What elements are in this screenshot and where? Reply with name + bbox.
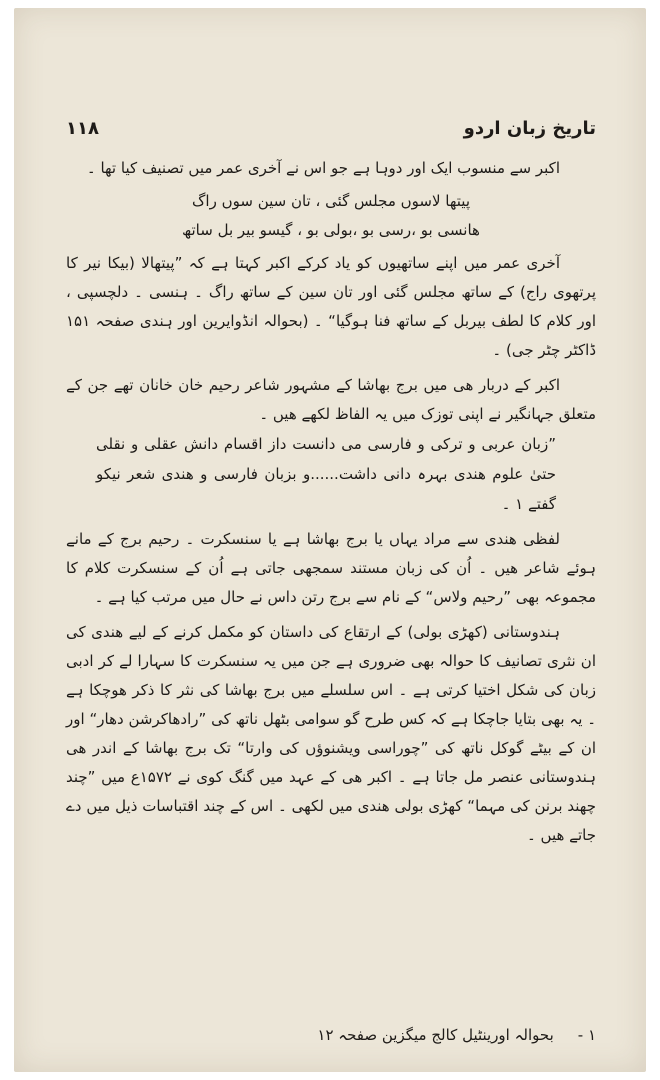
paragraph-lafzi-hindi: لفظی ھندی سے مراد یہاں یا برج بھاشا ہے یا سنسکرت ۔ رحیم برج کے مانے ہوئے شاعر ھیں ۔ اُن کی زبان مستند سمجھی جاتی ہے اُن کے سنسکرت کلام کا مجموعہ بھی ”رحیم ولاس“ کے نام سے برج رتن داس نے حال میں مرتب کیا ہے ۔: [66, 530, 596, 606]
paragraph-hindustani-evolution: ہندوستانی (کھڑی بولی) کے ارتقاع کی داستان کو مکمل کرنے کے لیے ھندی کی ان نثری تصانیف کا حوالہ بھی ضروری ہے جن میں یہ سنسکرت کا سہارا لے کر ادبی زبان کی شکل اختیا کرتی ہے ۔ اس سلسلے میں برج بھاشا کی نثر کا ذکر ھوچکا ہے ۔ یہ بھی بتایا جاچکا ہے کہ کس طرح گو سوامی بٹھل ناتھ کی ”رادھاکرشن دھار“ اور ان کے بیٹے گوکل ناتھ کی ”چوراسی ویشنوؤں کی وارتا“ تک برج بھاشا کے اندر ھی ہندوستانی عنصر مل جاتا ہے ۔ اکبر ھی کے عہد میں گنگ کوی نے ۱۵۷۲ع میں ”چند چھند برنن کی مہما“ کھڑی بولی ھندی میں لکھی ۔ اس کے چند اقتباسات ذیل میں دے جاتے ھیں ۔: [66, 623, 596, 844]
paragraph-rahim-khan-khanan: اکبر کے دربار ھی میں برج بھاشا کے مشہور شاعر رحیم خان خانان تھے جن کے متعلق جہانگیر نے اپنی توزک میں یہ الفاظ لکھے ھیں ۔: [66, 376, 596, 423]
page-header: [66, 118, 596, 154]
verse-line-2: ھانسی بو ،رسی بو ،بولی بو ، گیسو بیر بل ساتھ: [182, 221, 480, 239]
footnote-text: بحوالہ اورینٹیل کالج میگزین صفحہ ۱۲: [317, 1026, 554, 1044]
running-title: تاریخ زبان اردو: [463, 118, 596, 139]
footnote-number: ١ -: [577, 1026, 596, 1044]
verse-couplet: [66, 187, 596, 245]
book-page: [66, 118, 596, 1048]
footnote: [66, 1022, 596, 1048]
tuzuk-quotation: ”زبان عربی و ترکی و فارسی می دانست داز اقسام دانش عقلی و نقلی حتیٰ علوم ھندی بہرہ دانی داشت......و بزبان فارسی و ھندی شعر نیکو گفتے ١ ۔: [96, 435, 556, 513]
verse-line-1: پیتھا لاسوں مجلس گئی ، تان سین سوں راگ: [191, 192, 470, 210]
paragraph-akbar-doha-intro: اکبر سے منسوب ایک اور دوہا ہے جو اس نے آخری عمر میں تصنیف کیا تھا ۔: [86, 159, 560, 177]
page-number: ۱۱۸: [66, 118, 99, 139]
paragraph-verse-explanation: آخری عمر میں اپنے ساتھیوں کو یاد کرکے اکبر کہتا ہے کہ ”پیتھالا (بیکا نیر کا پرتھوی راج) کے ساتھ مجلس گئی اور تان سین کے ساتھ راگ ۔ ہنسی ۔ دلچسپی ، اور کلام کا لطف بیربل کے ساتھ فنا ہوگیا“ ۔ (بحوالہ انڈوایرین اور ہندی صفحہ ۱۵۱ ڈاکٹر چٹر جی) ۔: [66, 254, 596, 359]
